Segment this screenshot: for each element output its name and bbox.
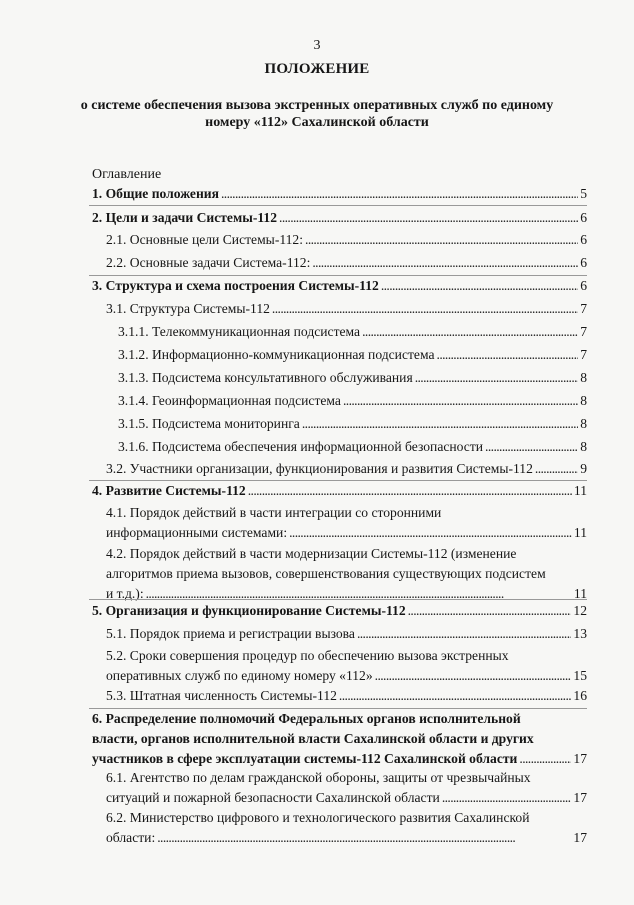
toc-page-number: 13 xyxy=(573,626,587,641)
toc-page-number: 17 xyxy=(573,751,587,766)
toc-leader-dots xyxy=(408,601,572,621)
toc-entry[interactable] xyxy=(92,208,587,228)
toc-heading: Оглавление xyxy=(92,167,162,182)
toc-page-number: 7 xyxy=(580,324,587,339)
toc-page-number: 15 xyxy=(573,668,587,683)
toc-leader-dots xyxy=(519,749,571,769)
toc-leader-dots xyxy=(375,666,572,686)
toc-page-number: 6 xyxy=(580,255,587,270)
toc-entry[interactable] xyxy=(92,601,587,621)
toc-entry[interactable] xyxy=(106,253,587,273)
toc-entry-text: алгоритмов приема вызовов, совершенствования существующих подсистем xyxy=(106,566,546,581)
toc-page-number: 8 xyxy=(580,416,587,431)
toc-leader-dots xyxy=(485,437,578,457)
toc-page-number: 7 xyxy=(580,301,587,316)
toc-leader-dots xyxy=(343,391,578,411)
toc-entry-text: 2. Цели и задачи Системы-112 xyxy=(92,210,278,225)
toc-entry[interactable] xyxy=(118,414,587,434)
document-subtitle: о системе обеспечения вызова экстренных оперативных служб по единому номеру «112» Сахалинской области xyxy=(80,98,554,130)
toc-entry[interactable] xyxy=(106,459,587,479)
toc-page-number: 9 xyxy=(580,461,587,476)
toc-leader-dots xyxy=(437,345,579,365)
section-divider xyxy=(89,275,587,276)
toc-entry[interactable] xyxy=(106,544,587,604)
toc-entry-text: 6.2. Министерство цифрового и технологического развития Сахалинской xyxy=(106,810,530,825)
toc-leader-dots xyxy=(339,686,571,706)
section-divider xyxy=(89,708,587,709)
toc-page-number: 11 xyxy=(573,586,587,601)
toc-entry-text: 4. Развитие Системы-112 xyxy=(92,483,246,498)
toc-entry-text: 4.1. Порядок действий в части интеграции со сторонними xyxy=(106,505,442,520)
toc-entry-text: 2.2. Основные задачи Система-112: xyxy=(106,255,311,270)
toc-entry-text: информационными системами: xyxy=(106,525,288,540)
toc-page-number: 8 xyxy=(580,370,587,385)
toc-entry[interactable] xyxy=(106,646,587,686)
document-title: ПОЛОЖЕНИЕ xyxy=(264,61,370,77)
section-divider xyxy=(89,480,587,481)
toc-leader-dots xyxy=(302,414,578,434)
section-divider xyxy=(89,205,587,206)
toc-entry-text: 5.3. Штатная численность Системы-112 xyxy=(106,688,337,703)
toc-entry-text: 5.2. Сроки совершения процедур по обеспечению вызова экстренных xyxy=(106,648,509,663)
page-number: 3 xyxy=(313,38,321,53)
toc-entry-text: 3.1.4. Геоинформационная подсистема xyxy=(118,393,341,408)
toc-page-number: 17 xyxy=(573,830,587,845)
toc-entry[interactable] xyxy=(92,709,587,769)
section-divider xyxy=(89,599,587,600)
toc-page-number: 8 xyxy=(580,439,587,454)
toc-entry[interactable] xyxy=(118,322,587,342)
toc-leader-dots xyxy=(415,368,579,388)
toc-entry-text: 3.1. Структура Системы-112 xyxy=(106,301,270,316)
toc-page-number: 17 xyxy=(573,790,587,805)
toc-page-number: 11 xyxy=(573,525,587,540)
toc-entry[interactable] xyxy=(106,686,587,706)
toc-page-number: 12 xyxy=(573,603,587,618)
toc-entry-text: 3.1.2. Информационно-коммуникационная подсистема xyxy=(118,347,435,362)
toc-entry[interactable] xyxy=(106,768,587,808)
toc-entry[interactable] xyxy=(92,184,587,204)
toc-leader-dots xyxy=(362,322,578,342)
toc-leader-dots xyxy=(221,184,578,204)
toc-entry[interactable] xyxy=(92,481,587,501)
toc-entry-text: 3.1.1. Телекоммуникационная подсистема xyxy=(118,324,361,339)
toc-page-number: 7 xyxy=(580,347,587,362)
toc-leader-dots xyxy=(279,208,578,228)
toc-leader-dots xyxy=(381,276,578,296)
toc-leader-dots xyxy=(272,299,578,319)
toc-entry[interactable] xyxy=(118,368,587,388)
toc-leader-dots xyxy=(248,481,572,501)
toc-entry-text: 3.1.6. Подсистема обеспечения информационной безопасности xyxy=(118,439,484,454)
toc-entry[interactable] xyxy=(118,345,587,365)
toc-entry-text: 1. Общие положения xyxy=(92,186,219,201)
toc-entry-text: 3. Структура и схема построения Системы-112 xyxy=(92,278,379,293)
toc-entry-text: 6.1. Агентство по делам гражданской обороны, защиты от чрезвычайных xyxy=(106,770,531,785)
toc-leader-dots xyxy=(357,624,571,644)
toc-entry-text: 6. Распределение полномочий Федеральных органов исполнительной xyxy=(92,711,521,726)
toc-entry-text: и т.д.): xyxy=(106,586,144,601)
toc-entry-text: области: xyxy=(106,830,156,845)
toc-entry[interactable] xyxy=(106,230,587,250)
toc-leader-dots xyxy=(312,253,578,273)
toc-entry-text: участников в сфере эксплуатации системы-112 Сахалинской области xyxy=(92,751,518,766)
toc-page-number: 5 xyxy=(580,186,587,201)
toc-leader-dots xyxy=(289,523,572,543)
toc-entry[interactable] xyxy=(106,808,587,848)
toc-page-number: 16 xyxy=(573,688,587,703)
toc-entry[interactable] xyxy=(106,503,587,543)
toc-page-number: 6 xyxy=(580,210,587,225)
toc-leader-dots xyxy=(157,828,571,848)
toc-page-number: 6 xyxy=(580,278,587,293)
toc-entry-text: власти, органов исполнительной власти Сахалинской области и других xyxy=(92,731,534,746)
toc-entry-text: 3.1.3. Подсистема консультативного обслуживания xyxy=(118,370,413,385)
toc-entry[interactable] xyxy=(92,276,587,296)
toc-page-number: 6 xyxy=(580,232,587,247)
toc-entry-text: ситуаций и пожарной безопасности Сахалинской области xyxy=(106,790,440,805)
toc-entry-text: 4.2. Порядок действий в части модернизации Системы-112 (изменение xyxy=(106,546,517,561)
toc-entry-text: 3.1.5. Подсистема мониторинга xyxy=(118,416,300,431)
toc-entry-text: 3.2. Участники организации, функционирования и развития Системы-112 xyxy=(106,461,533,476)
toc-entry[interactable] xyxy=(106,299,587,319)
toc-entry-text: 2.1. Основные цели Системы-112: xyxy=(106,232,304,247)
toc-leader-dots xyxy=(305,230,578,250)
toc-entry-text: 5. Организация и функционирование Системы-112 xyxy=(92,603,406,618)
toc-leader-dots xyxy=(442,788,572,808)
toc-leader-dots xyxy=(535,459,578,479)
toc-entry[interactable] xyxy=(118,437,587,457)
toc-entry-text: 5.1. Порядок приема и регистрации вызова xyxy=(106,626,355,641)
toc-entry-text: оперативных служб по единому номеру «112» xyxy=(106,668,373,683)
toc-page-number: 11 xyxy=(573,483,587,498)
toc-page-number: 8 xyxy=(580,393,587,408)
toc-entry[interactable] xyxy=(118,391,587,411)
toc-entry[interactable] xyxy=(106,624,587,644)
